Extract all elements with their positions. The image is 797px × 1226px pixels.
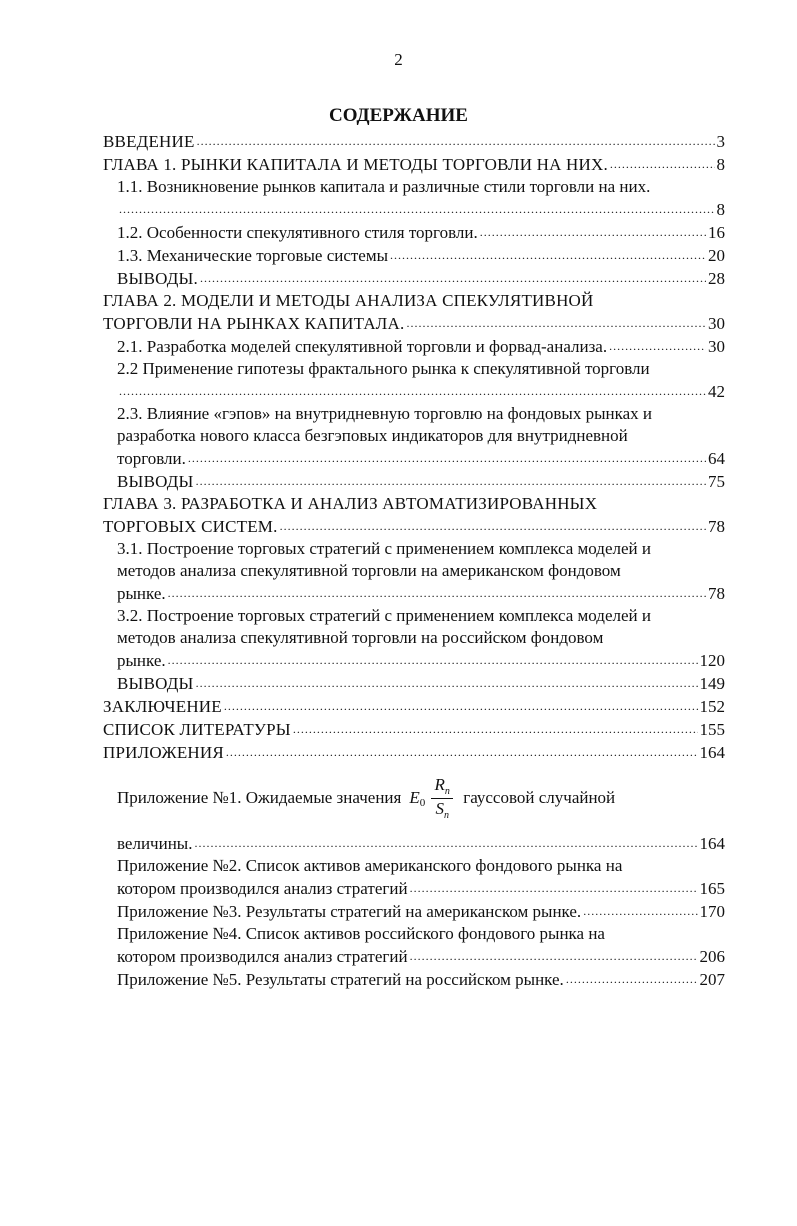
toc-entry-line: Приложение №4. Список активов российского фондового рынка на bbox=[117, 924, 605, 943]
toc-entry-chapter-1-conclusions[interactable] bbox=[117, 267, 725, 290]
toc-entry-section-2-2[interactable] bbox=[117, 358, 725, 403]
toc-entry-label: ТОРГОВЛИ НА РЫНКАХ КАПИТАЛА. bbox=[103, 314, 405, 333]
toc-entry-label: Приложение №3. Результаты стратегий на американском рынке. bbox=[117, 902, 582, 921]
leader-dots bbox=[583, 899, 697, 922]
toc-entry-page: 42 bbox=[708, 382, 725, 401]
toc-entry-line: 3.2. Построение торговых стратегий с применением комплекса моделей и bbox=[117, 606, 651, 625]
toc-entry-section-2-1[interactable] bbox=[117, 335, 725, 358]
toc-entry-appendices[interactable] bbox=[103, 741, 725, 764]
toc-entry-label: ТОРГОВЫХ СИСТЕМ. bbox=[103, 517, 278, 536]
toc-entry-appendix-1[interactable] bbox=[103, 764, 725, 855]
leader-dots bbox=[226, 740, 698, 763]
toc-entry-page: 164 bbox=[699, 743, 725, 762]
formula-e-subscript: 0 bbox=[419, 797, 426, 809]
toc-entry-continuation bbox=[117, 447, 725, 470]
toc-entry-page: 120 bbox=[699, 651, 725, 670]
toc-entry-line: ГЛАВА 3. РАЗРАБОТКА И АНАЛИЗ АВТОМАТИЗИРОВАННЫХ bbox=[103, 494, 598, 513]
toc-entry-appendix-5[interactable] bbox=[117, 968, 725, 991]
toc-entry-label: ВВЕДЕНИЕ bbox=[103, 132, 195, 151]
leader-dots bbox=[197, 129, 715, 152]
toc-entry-page: 30 bbox=[708, 337, 725, 356]
toc-entry-continuation bbox=[117, 198, 725, 221]
toc-entry-page: 78 bbox=[708, 517, 725, 536]
toc-entry-page: 206 bbox=[699, 947, 725, 966]
leader-dots bbox=[188, 446, 706, 469]
leader-dots bbox=[280, 514, 706, 537]
toc-entry-continuation bbox=[117, 380, 725, 403]
toc-entry-page: 3 bbox=[716, 132, 725, 151]
toc-entry-label: 1.3. Механические торговые системы bbox=[117, 246, 389, 265]
toc-entry-section-3-2[interactable] bbox=[117, 605, 725, 672]
toc-entry-label: 2.1. Разработка моделей спекулятивной торговли и форвад-анализа. bbox=[117, 337, 608, 356]
toc-entry-line: 3.1. Построение торговых стратегий с применением комплекса моделей и bbox=[117, 539, 651, 558]
toc-entry-appendix-2[interactable] bbox=[117, 855, 725, 900]
leader-dots bbox=[196, 469, 706, 492]
toc-entry-continuation bbox=[117, 582, 725, 605]
toc-entry-page: 16 bbox=[708, 223, 725, 242]
toc-entry-label: рынке. bbox=[117, 584, 166, 603]
toc-entry-page: 170 bbox=[699, 902, 725, 921]
toc-entry-chapter-2[interactable] bbox=[103, 290, 725, 335]
formula-fraction bbox=[431, 775, 453, 822]
toc-entry-line bbox=[117, 764, 725, 832]
table-of-contents bbox=[103, 130, 725, 991]
toc-entry-chapter-3[interactable] bbox=[103, 493, 725, 538]
toc-entry-label: рынке. bbox=[117, 651, 166, 670]
toc-entry-label: ГЛАВА 1. РЫНКИ КАПИТАЛА И МЕТОДЫ ТОРГОВЛИ НА НИХ. bbox=[103, 155, 608, 174]
toc-entry-line: 1.1. Возникновение рынков капитала и различные стили торговли на них. bbox=[117, 177, 651, 196]
leader-dots bbox=[410, 944, 698, 967]
toc-entry-appendix-4[interactable] bbox=[117, 923, 725, 968]
toc-entry-section-1-2[interactable] bbox=[117, 221, 725, 244]
formula-denominator: $S_n$ bbox=[435, 798, 449, 821]
leader-dots bbox=[194, 831, 697, 854]
leader-dots bbox=[168, 581, 706, 604]
toc-entry-page: 8 bbox=[716, 200, 725, 219]
toc-entry-section-3-1[interactable] bbox=[117, 538, 725, 605]
toc-entry-conclusion[interactable] bbox=[103, 695, 725, 718]
toc-entry-line: разработка нового класса безгэповых индикаторов для внутридневной bbox=[117, 426, 628, 445]
toc-entry-introduction[interactable] bbox=[103, 130, 725, 153]
toc-entry-continuation bbox=[117, 832, 725, 855]
toc-entry-page: 28 bbox=[708, 269, 725, 288]
toc-entry-page: 8 bbox=[716, 155, 725, 174]
formula-expected-rescaled-range bbox=[409, 775, 453, 822]
leader-dots bbox=[224, 694, 698, 717]
formula-numerator: $R_n$ bbox=[434, 774, 450, 797]
leader-dots bbox=[119, 197, 715, 220]
toc-entry-label: величины. bbox=[117, 834, 193, 853]
toc-entry-label: котором производился анализ стратегий bbox=[117, 879, 408, 898]
leader-dots bbox=[293, 717, 698, 740]
leader-dots bbox=[480, 220, 706, 243]
leader-dots bbox=[119, 379, 706, 402]
leader-dots bbox=[390, 243, 706, 266]
toc-entry-label: 1.2. Особенности спекулятивного стиля торговли. bbox=[117, 223, 478, 242]
toc-entry-bibliography[interactable] bbox=[103, 718, 725, 741]
formula-e: E bbox=[409, 788, 420, 807]
toc-entry-continuation bbox=[103, 515, 725, 538]
toc-entry-label: Приложение №5. Результаты стратегий на российском рынке. bbox=[117, 970, 564, 989]
toc-entry-label: ПРИЛОЖЕНИЯ bbox=[103, 743, 224, 762]
toc-entry-label: СПИСОК ЛИТЕРАТУРЫ bbox=[103, 720, 291, 739]
toc-entry-label: Приложение №1. Ожидаемые значения bbox=[117, 788, 402, 807]
toc-entry-appendix-3[interactable] bbox=[117, 900, 725, 923]
toc-entry-line: ГЛАВА 2. МОДЕЛИ И МЕТОДЫ АНАЛИЗА СПЕКУЛЯТИВНОЙ bbox=[103, 291, 594, 310]
toc-title: СОДЕРЖАНИЕ bbox=[329, 105, 468, 126]
toc-entry-line: методов анализа спекулятивной торговли на американском фондовом bbox=[117, 561, 621, 580]
leader-dots bbox=[609, 334, 706, 357]
toc-entry-page: 30 bbox=[708, 314, 725, 333]
toc-entry-section-2-3[interactable] bbox=[117, 403, 725, 470]
toc-entry-line: 2.2 Применение гипотезы фрактального рынка к спекулятивной торговли bbox=[117, 359, 650, 378]
page-number: 2 bbox=[394, 50, 403, 69]
toc-entry-continuation bbox=[103, 312, 725, 335]
toc-entry-page: 149 bbox=[699, 674, 725, 693]
toc-entry-section-1-3[interactable] bbox=[117, 244, 725, 267]
toc-entry-continuation bbox=[117, 877, 725, 900]
toc-entry-line: 2.3. Влияние «гэпов» на внутридневную торговлю на фондовых рынках и bbox=[117, 404, 653, 423]
toc-entry-page: 165 bbox=[699, 879, 725, 898]
toc-entry-label: ЗАКЛЮЧЕНИЕ bbox=[103, 697, 222, 716]
toc-entry-page: 64 bbox=[708, 449, 725, 468]
toc-entry-page: 78 bbox=[708, 584, 725, 603]
toc-entry-chapter-1[interactable] bbox=[103, 153, 725, 176]
toc-entry-continuation bbox=[117, 945, 725, 968]
toc-entry-page: 152 bbox=[699, 697, 725, 716]
toc-entry-label: ВЫВОДЫ bbox=[117, 674, 194, 693]
toc-entry-page: 207 bbox=[699, 970, 725, 989]
toc-entry-page: 75 bbox=[708, 472, 725, 491]
leader-dots bbox=[566, 967, 698, 990]
toc-entry-continuation bbox=[117, 649, 725, 672]
leader-dots bbox=[200, 266, 706, 289]
toc-entry-label: торговли. bbox=[117, 449, 186, 468]
toc-entry-label-suffix: гауссовой случайной bbox=[463, 788, 616, 807]
leader-dots bbox=[406, 311, 706, 334]
toc-entry-page: 155 bbox=[699, 720, 725, 739]
toc-entry-chapter-3-conclusions[interactable] bbox=[117, 672, 725, 695]
toc-entry-page: 164 bbox=[699, 834, 725, 853]
toc-entry-page: 20 bbox=[708, 246, 725, 265]
toc-entry-line: Приложение №2. Список активов американского фондового рынка на bbox=[117, 856, 623, 875]
leader-dots bbox=[168, 648, 698, 671]
toc-entry-label: ВЫВОДЫ. bbox=[117, 269, 199, 288]
toc-entry-label: ВЫВОДЫ bbox=[117, 472, 194, 491]
leader-dots bbox=[196, 671, 698, 694]
leader-dots bbox=[410, 876, 698, 899]
toc-entry-section-1-1[interactable] bbox=[117, 176, 725, 221]
toc-entry-chapter-2-conclusions[interactable] bbox=[117, 470, 725, 493]
leader-dots bbox=[610, 152, 715, 175]
toc-entry-label: котором производился анализ стратегий bbox=[117, 947, 408, 966]
toc-entry-line: методов анализа спекулятивной торговли на российском фондовом bbox=[117, 628, 604, 647]
